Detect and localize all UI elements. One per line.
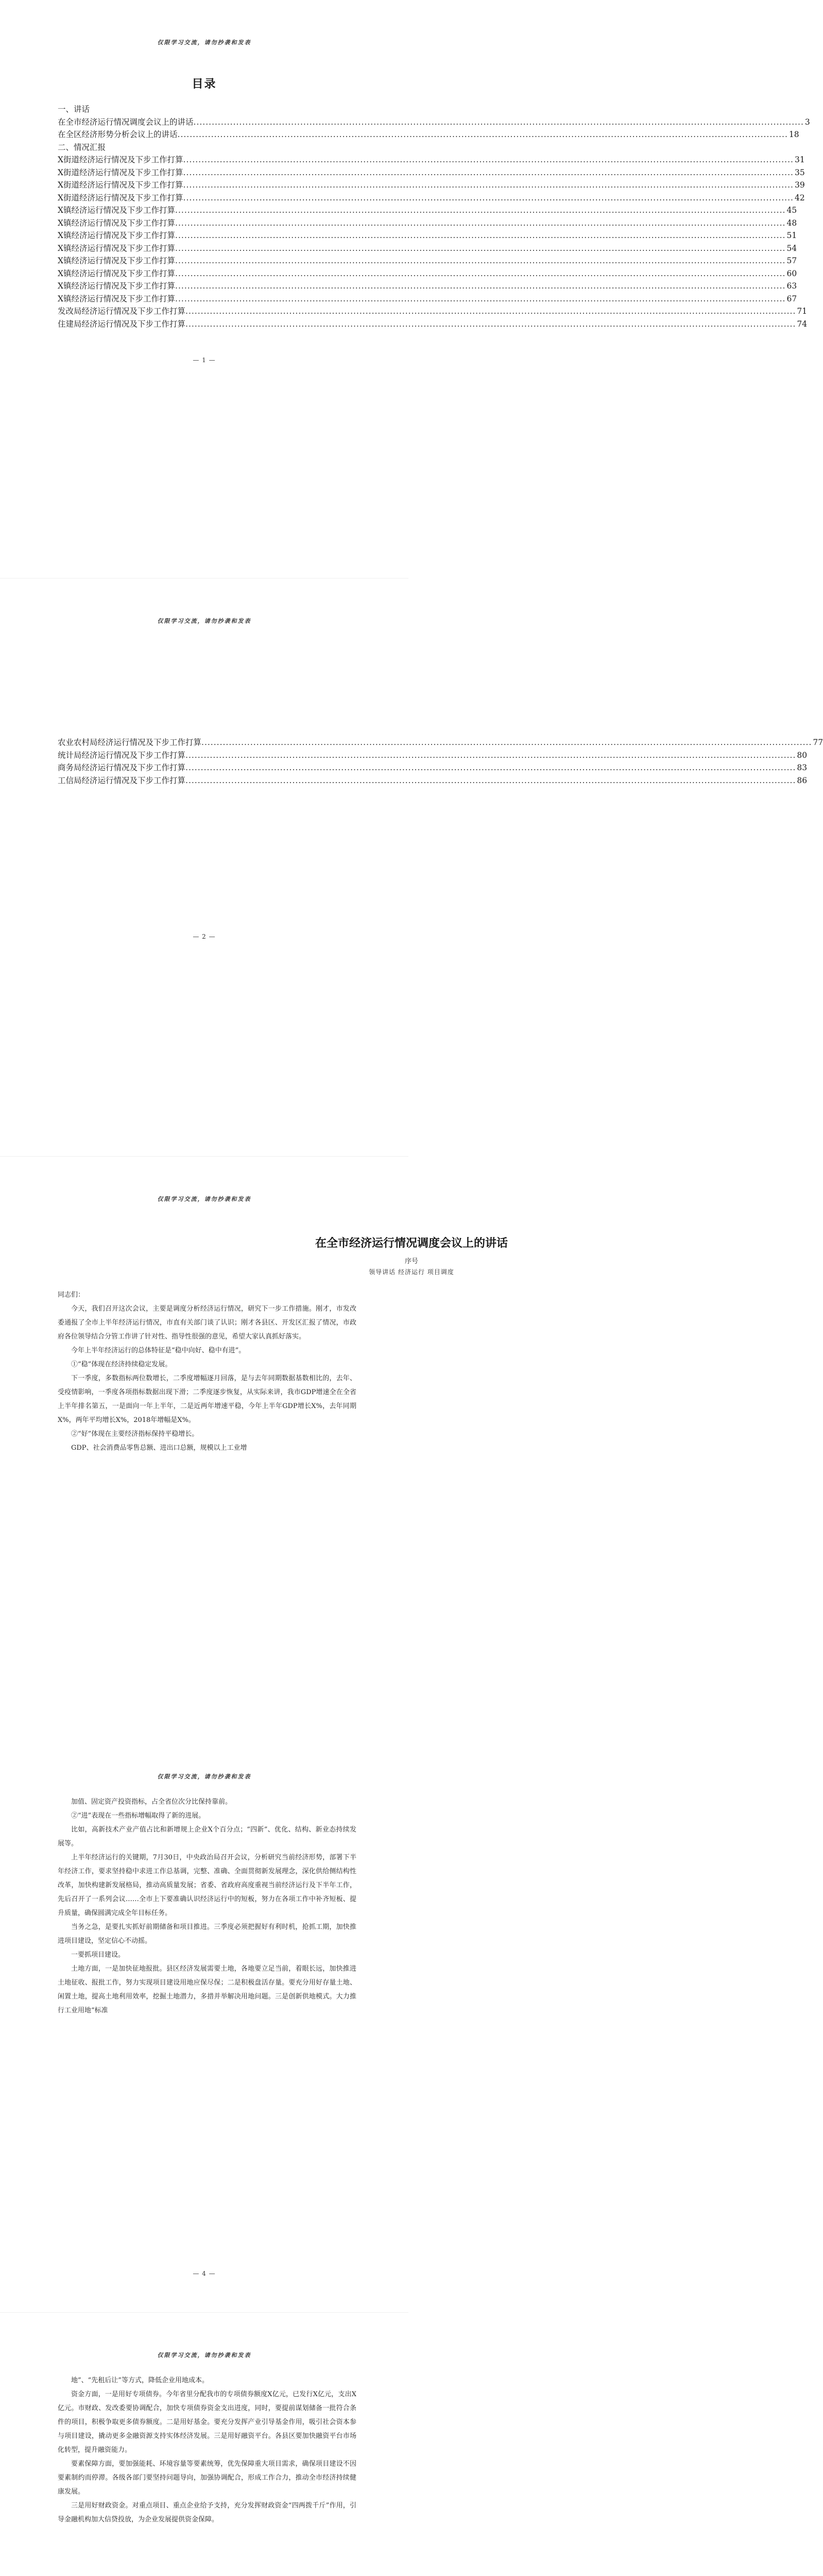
toc-page-number: 67 [786,294,797,303]
page-header: 仅限学习交流，请勿抄袭和发表 [157,39,251,46]
toc-entry[interactable] [58,154,805,166]
table-of-contents [58,103,810,330]
body-paragraph: 要素保障方面，要加强能耗、环境容量等要素统筹，优先保障重大项目需求，确保项目建设不因要素制约而停滞。各级各部门要坚持问题导向，加强协调配合，形成工作合力，推动全市经济持续健康发展。 [58,2460,356,2496]
toc-page-number: 54 [786,243,797,253]
toc-leader-dots: ........................................................................................................................................................................................................ [185,775,796,785]
document-page-2 [0,578,823,1157]
toc-leader-dots: ........................................................................................................................................................................................................ [183,180,794,190]
body-paragraph: 下一季度，多数指标两位数增长，二季度增幅逐月回落，是与去年同期数据基数相比的，去年、受疫情影响，一季度各项指标数据出现下滑；二季度逐步恢复，从实际来讲，我市GDP增速全在全省上半年排名第五，一是面向一年上半年，二是近两年增速平稳，今年上半年GDP增长X%，去年同期X%，两年平均增长X%，2018年增幅是X%。 [58,1375,356,1424]
toc-leader-dots: ........................................................................................................................................................................................................ [175,231,786,240]
toc-leader-dots: ........................................................................................................................................................................................................ [175,243,786,253]
page-header: 仅限学习交流，请勿抄袭和发表 [157,2352,251,2359]
document-page-5 [0,2312,408,2576]
toc-entry[interactable] [58,116,810,129]
toc-title: 目录 [192,77,217,91]
toc-leader-dots: ........................................................................................................................................................................................................ [175,206,786,215]
toc-entry[interactable] [58,204,797,217]
toc-entry-title: 在全市经济运行情况调度会议上的讲话 [58,117,194,127]
toc-leader-dots: ........................................................................................................................................................................................................ [175,256,786,265]
toc-entry-title: 工信局经济运行情况及下步工作打算 [58,775,186,785]
table-of-contents-continued [58,736,823,787]
toc-page-number: 18 [788,130,799,139]
body-paragraph: 资金方面，一是用好专项债券。今年省里分配我市的专项债券额度X亿元，已发行X亿元，支出X亿元。市财政、发改委要协调配合，加快专项债券资金支出进度，同时，要提前谋划储备一批符合条件的项目，积极争取更多债券额度。二是用好基金。要充分发挥产业引导基金作用，吸引社会资本参与项目建设，撬动更多金融资源支持实体经济发展。三是用好融资平台。各县区要加快融资平台市场化转型，提升融资能力。 [58,2391,356,2454]
toc-page-number: 63 [786,281,797,291]
toc-entry[interactable] [58,103,361,116]
speech-body-page-3 [58,1288,356,1455]
toc-entry[interactable] [58,229,797,242]
body-paragraph: ①“稳”体现在经济持续稳定发展。 [71,1361,172,1368]
toc-leader-dots: ........................................................................................................................................................................................................ [183,155,794,164]
page-header: 仅限学习交流，请勿抄袭和发表 [157,1773,251,1780]
toc-entry[interactable] [58,318,808,331]
body-paragraph: 三是用好财政资金。对重点项目、重点企业给予支持，充分发挥财政资金“四两拨千斤”作用，引导金融机构加大信贷投放，为企业发展提供资金保障。 [58,2502,356,2523]
toc-entry[interactable] [58,255,797,267]
toc-leader-dots: ........................................................................................................................................................................................................ [175,218,786,228]
toc-page-number: 57 [786,256,797,265]
toc-page-number: 51 [786,231,797,240]
body-paragraph: 土地方面，一是加快征地报批。县区经济发展需要土地，各地要立足当前，着眼长远，加快推进土地征收、报批工作，努力实现项目建设用地应保尽保；二是积极盘活存量。要充分用好存量土地、闲置土地，提高土地利用效率，挖掘土地潜力，多措并举解决用地问题。三是创新供地模式。大力推行工业用地“标准 [58,1965,356,2014]
page-number: — 4 — [193,2270,216,2277]
toc-entry-title: X镇经济运行情况及下步工作打算 [58,218,176,228]
toc-entry[interactable] [58,128,799,141]
toc-leader-dots: ........................................................................................................................................................................................................ [185,763,796,772]
toc-entry-title: 一、讲话 [58,105,90,114]
speech-body-page-5 [58,2374,356,2527]
toc-leader-dots: ........................................................................................................................................................................................................ [185,319,796,329]
toc-leader-dots: ........................................................................................................................................................................................................ [193,117,804,127]
keywords: 领导讲话 经济运行 项目调度 [369,1268,454,1276]
document-page-1 [0,0,810,578]
toc-entry[interactable] [58,293,797,306]
body-paragraph: ②“进”表现在一些指标增幅取得了新的进展。 [71,1812,205,1820]
page-number: — 1 — [193,357,216,364]
author: 序号 [404,1258,418,1265]
toc-entry-title: X镇经济运行情况及下步工作打算 [58,294,176,303]
toc-entry-title: 统计局经济运行情况及下步工作打算 [58,750,186,760]
body-paragraph: 加值、固定资产投资指标，占全省位次分比保持靠前。 [71,1798,232,1806]
toc-leader-dots: ........................................................................................................................................................................................................ [201,738,812,747]
toc-page-number: 80 [797,750,808,760]
body-paragraph: ②“好”体现在主要经济指标保持平稳增长。 [71,1430,199,1438]
body-paragraph: 上半年经济运行的关键期，7月30日，中央政治局召开会议，分析研究当前经济形势，部署下半年经济工作，要求坚持稳中求进工作总基调，完整、准确、全面贯彻新发展理念，深化供给侧结构性改革，加快构建新发展格局，推动高质量发展；省委、省政府高度重视当前经济运行及下半年工作，先后召开了一系列会议……全市上下要准确认识经济运行中的短板，努力在各项工作中补齐短板、提升质量，确保圆满完成全年目标任务。 [58,1854,356,1917]
toc-entry[interactable] [58,217,797,230]
toc-leader-dots: ........................................................................................................................................................................................................ [185,307,796,316]
page-header: 仅限学习交流，请勿抄袭和发表 [157,618,251,624]
toc-entry[interactable] [58,267,797,280]
toc-leader-dots: ........................................................................................................................................................................................................ [183,193,794,202]
toc-leader-dots: ........................................................................................................................................................................................................ [175,281,786,291]
body-paragraph: 当务之急，是要扎实抓好前期储备和项目推进。三季度必须把握好有利时机，抢抓工期，加快推进项目建设，坚定信心不动摇。 [58,1923,356,1945]
toc-page-number: 77 [813,738,823,747]
body-paragraph: 今年上半年经济运行的总体特征是“稳中向好、稳中有进”。 [71,1347,246,1354]
toc-entry[interactable] [58,141,361,154]
body-paragraph: 比如，高新技术产业产值占比和新增规上企业X个百分点；“四新”、优化、结构、新业态持续发展等。 [58,1826,356,1848]
toc-entry[interactable] [58,179,805,192]
toc-entry-title: 住建局经济运行情况及下步工作打算 [58,319,186,329]
toc-page-number: 48 [786,218,797,228]
toc-page-number: 86 [797,775,808,785]
body-paragraph: 地”、“先租后让”等方式，降低企业用地成本。 [71,2377,209,2384]
speech-body-page-4 [58,1795,356,2018]
toc-page-number: 45 [786,206,797,215]
toc-entry-title: 二、情况汇报 [58,142,106,152]
toc-entry[interactable] [58,192,805,205]
body-paragraph: GDP、社会消费品零售总额、进出口总额，规模以上工业增 [71,1444,247,1452]
toc-entry-title: 农业农村局经济运行情况及下步工作打算 [58,738,202,747]
toc-entry-title: X镇经济运行情况及下步工作打算 [58,231,176,240]
toc-page-number: 74 [797,319,808,329]
toc-leader-dots: ........................................................................................................................................................................................................ [175,294,786,303]
toc-entry[interactable] [58,242,797,255]
toc-page-number: 83 [797,763,808,772]
toc-entry[interactable] [58,280,797,293]
toc-entry-title: 在全区经济形势分析会议上的讲话 [58,130,178,139]
page-number: — 2 — [193,933,216,940]
toc-entry-title: X街道经济运行情况及下步工作打算 [58,180,183,190]
toc-leader-dots: ........................................................................................................................................................................................................ [175,268,786,278]
toc-entry-title: X镇经济运行情况及下步工作打算 [58,243,176,253]
toc-entry-title: X街道经济运行情况及下步工作打算 [58,155,183,164]
body-paragraph: 今天，我们召开这次会议，主要是调度分析经济运行情况，研究下一步工作措施。刚才，市发改委通报了全市上半年经济运行情况，市直有关部门谈了认识；刚才各县区、开发区汇报了情况，市政府各位领导结合分管工作讲了针对性、指导性很强的意见，希望大家认真抓好落实。 [58,1305,356,1341]
document-page-4 [0,1734,408,2312]
toc-entry-title: X镇经济运行情况及下步工作打算 [58,268,176,278]
speech-title: 在全市经济运行情况调度会议上的讲话 [315,1236,508,1250]
toc-entry[interactable] [58,774,808,787]
toc-entry-title: X镇经济运行情况及下步工作打算 [58,256,176,265]
toc-entry-title: 商务局经济运行情况及下步工作打算 [58,763,186,772]
toc-leader-dots: ........................................................................................................................................................................................................ [177,130,788,139]
toc-page-number: 35 [794,167,805,177]
toc-entry[interactable] [58,166,805,179]
body-paragraph: 同志们： [58,1291,85,1299]
toc-entry-title: 发改局经济运行情况及下步工作打算 [58,307,186,316]
toc-page-number: 42 [794,193,805,202]
toc-entry[interactable] [58,736,823,749]
toc-page-number: 3 [804,117,810,127]
toc-entry-title: X镇经济运行情况及下步工作打算 [58,281,176,291]
toc-leader-dots: ........................................................................................................................................................................................................ [183,167,794,177]
toc-entry[interactable] [58,761,808,774]
toc-entry[interactable] [58,749,808,762]
toc-entry-title: X街道经济运行情况及下步工作打算 [58,193,183,202]
page-header: 仅限学习交流，请勿抄袭和发表 [157,1196,251,1202]
toc-leader-dots: ........................................................................................................................................................................................................ [185,750,796,760]
body-paragraph: 一要抓项目建设。 [71,1951,125,1959]
toc-entry-title: X镇经济运行情况及下步工作打算 [58,206,176,215]
toc-page-number: 71 [797,307,808,316]
toc-entry-title: X街道经济运行情况及下步工作打算 [58,167,183,177]
toc-page-number: 31 [794,155,805,164]
toc-entry[interactable] [58,305,808,318]
toc-page-number: 60 [786,268,797,278]
toc-page-number: 39 [794,180,805,190]
